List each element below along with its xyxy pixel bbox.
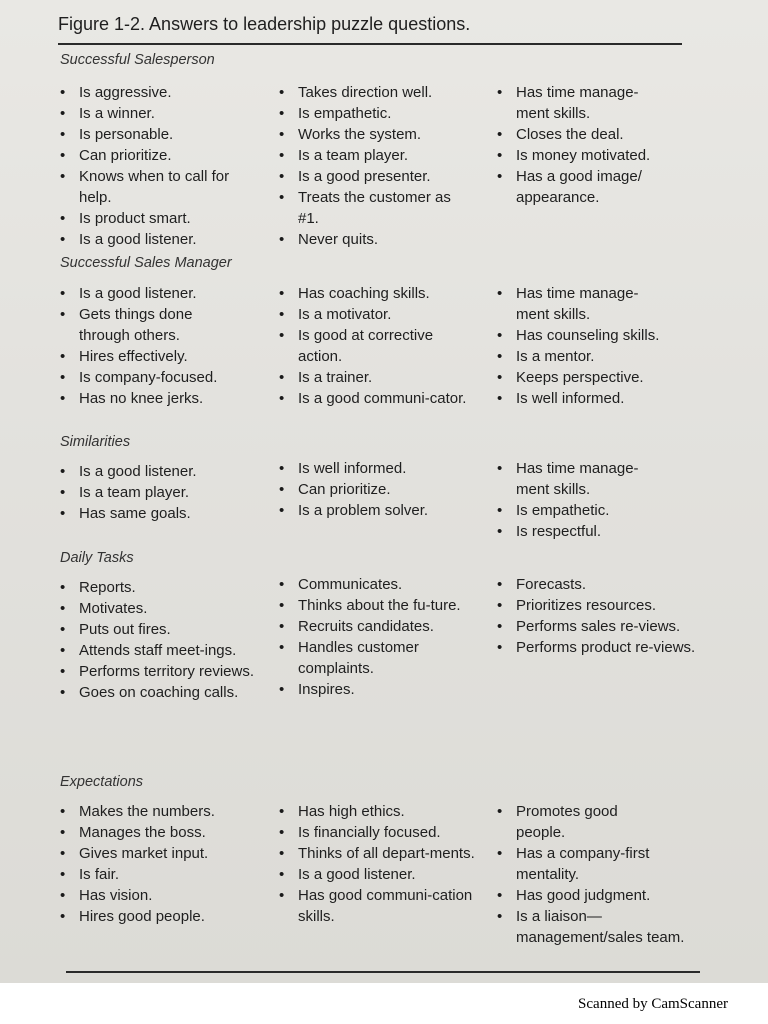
list-item: • Is a motivator. xyxy=(279,304,477,325)
list-item: • Is empathetic. xyxy=(497,500,702,521)
salesperson-column-3 xyxy=(497,82,702,208)
list-item: • Is a team player. xyxy=(279,145,477,166)
list-item: • Knows when to call for help. xyxy=(60,166,244,208)
similarities-column-1 xyxy=(60,461,265,524)
list-item: • Is well informed. xyxy=(497,388,702,409)
list-item: • Gives market input. xyxy=(60,843,265,864)
list-item: • Has no knee jerks. xyxy=(60,388,265,409)
list-item: • Has time manage-ment skills. xyxy=(497,283,661,325)
expectations-column-3 xyxy=(497,801,702,948)
list-item: • Performs product re-views. xyxy=(497,637,706,658)
list-item: • Forecasts. xyxy=(497,574,702,595)
section-title-successful-sales-manager: Successful Sales Manager xyxy=(60,255,232,271)
list-item: • Thinks of all depart-ments. xyxy=(279,843,478,864)
manager-column-2 xyxy=(279,283,477,409)
list-item: • Has good judgment. xyxy=(497,885,702,906)
section-title-successful-salesperson: Successful Salesperson xyxy=(60,52,215,68)
list-item: • Is a good listener. xyxy=(60,461,265,482)
scanner-watermark: Scanned by CamScanner xyxy=(578,996,728,1012)
list-item: • Performs sales re-views. xyxy=(497,616,691,637)
list-item: • Performs territory reviews. xyxy=(60,661,259,682)
list-item: • Is empathetic. xyxy=(279,103,477,124)
list-item: • Has a good image/ appearance. xyxy=(497,166,676,208)
manager-column-3 xyxy=(497,283,702,409)
list-item: • Hires good people. xyxy=(60,906,265,927)
list-item: • Has time manage-ment skills. xyxy=(497,458,661,500)
list-item: • Is a trainer. xyxy=(279,367,477,388)
list-item: • Is company-focused. xyxy=(60,367,265,388)
list-item: • Is aggressive. xyxy=(60,82,265,103)
list-item: • Reports. xyxy=(60,577,265,598)
list-item: • Works the system. xyxy=(279,124,477,145)
list-item: • Has coaching skills. xyxy=(279,283,477,304)
list-item: • Closes the deal. xyxy=(497,124,702,145)
list-item: • Handles customer complaints. xyxy=(279,637,463,679)
list-item: • Can prioritize. xyxy=(60,145,265,166)
similarities-column-2 xyxy=(279,458,477,521)
section-title-similarities: Similarities xyxy=(60,434,131,450)
list-item: • Promotes good people. xyxy=(497,801,666,843)
list-item: • Communicates. xyxy=(279,574,477,595)
bottom-rule xyxy=(66,971,700,973)
list-item: • Is personable. xyxy=(60,124,265,145)
list-item: • Manages the boss. xyxy=(60,822,265,843)
daily-tasks-column-2 xyxy=(279,574,477,700)
list-item: • Inspires. xyxy=(279,679,477,700)
list-item: • Prioritizes resources. xyxy=(497,595,702,616)
section-title-expectations: Expectations xyxy=(60,774,144,790)
list-item: • Hires effectively. xyxy=(60,346,265,367)
list-item: • Has same goals. xyxy=(60,503,265,524)
section-title-daily-tasks: Daily Tasks xyxy=(60,550,134,566)
list-item: • Is a good listener. xyxy=(279,864,477,885)
daily-tasks-column-3 xyxy=(497,574,702,658)
list-item: • Is a good communi-cator. xyxy=(279,388,468,409)
list-item: • Is a good presenter. xyxy=(279,166,477,187)
list-item: • Motivates. xyxy=(60,598,265,619)
list-item: • Has counseling skills. xyxy=(497,325,702,346)
list-item: • Keeps perspective. xyxy=(497,367,702,388)
list-item: • Is respectful. xyxy=(497,521,702,542)
salesperson-column-1 xyxy=(60,82,265,250)
list-item: • Is financially focused. xyxy=(279,822,477,843)
list-item: • Has vision. xyxy=(60,885,265,906)
list-item: • Treats the customer as #1. xyxy=(279,187,468,229)
list-item: • Is good at corrective action. xyxy=(279,325,478,367)
list-item: • Puts out fires. xyxy=(60,619,265,640)
list-item: • Has a company-first mentality. xyxy=(497,843,701,885)
list-item: • Attends staff meet-ings. xyxy=(60,640,249,661)
expectations-column-1 xyxy=(60,801,265,927)
salesperson-column-2 xyxy=(279,82,477,250)
list-item: • Is a mentor. xyxy=(497,346,702,367)
manager-column-1 xyxy=(60,283,265,409)
list-item: • Is well informed. xyxy=(279,458,477,479)
list-item: • Is a winner. xyxy=(60,103,265,124)
list-item: • Never quits. xyxy=(279,229,477,250)
list-item: • Can prioritize. xyxy=(279,479,477,500)
similarities-column-3 xyxy=(497,458,702,542)
daily-tasks-column-1 xyxy=(60,577,265,703)
top-rule xyxy=(58,43,682,45)
list-item: • Is money motivated. xyxy=(497,145,702,166)
figure-title: Figure 1-2. Answers to leadership puzzle questions. xyxy=(58,14,471,34)
list-item: • Is a good listener. xyxy=(60,229,265,250)
list-item: • Goes on coaching calls. xyxy=(60,682,254,703)
list-item: • Takes direction well. xyxy=(279,82,477,103)
list-item: • Thinks about the fu-ture. xyxy=(279,595,476,616)
list-item: • Is a good listener. xyxy=(60,283,265,304)
expectations-column-2 xyxy=(279,801,477,927)
list-item: • Is a team player. xyxy=(60,482,265,503)
list-item: • Is a liaison—management/sales team. xyxy=(497,906,686,948)
list-item: • Gets things done through others. xyxy=(60,304,234,346)
list-item: • Is a problem solver. xyxy=(279,500,477,521)
list-item: • Has high ethics. xyxy=(279,801,477,822)
list-item: • Is fair. xyxy=(60,864,265,885)
list-item: • Makes the numbers. xyxy=(60,801,265,822)
list-item: • Recruits candidates. xyxy=(279,616,477,637)
list-item: • Has good communi-cation skills. xyxy=(279,885,473,927)
list-item: • Is product smart. xyxy=(60,208,265,229)
list-item: • Has time manage-ment skills. xyxy=(497,82,661,124)
